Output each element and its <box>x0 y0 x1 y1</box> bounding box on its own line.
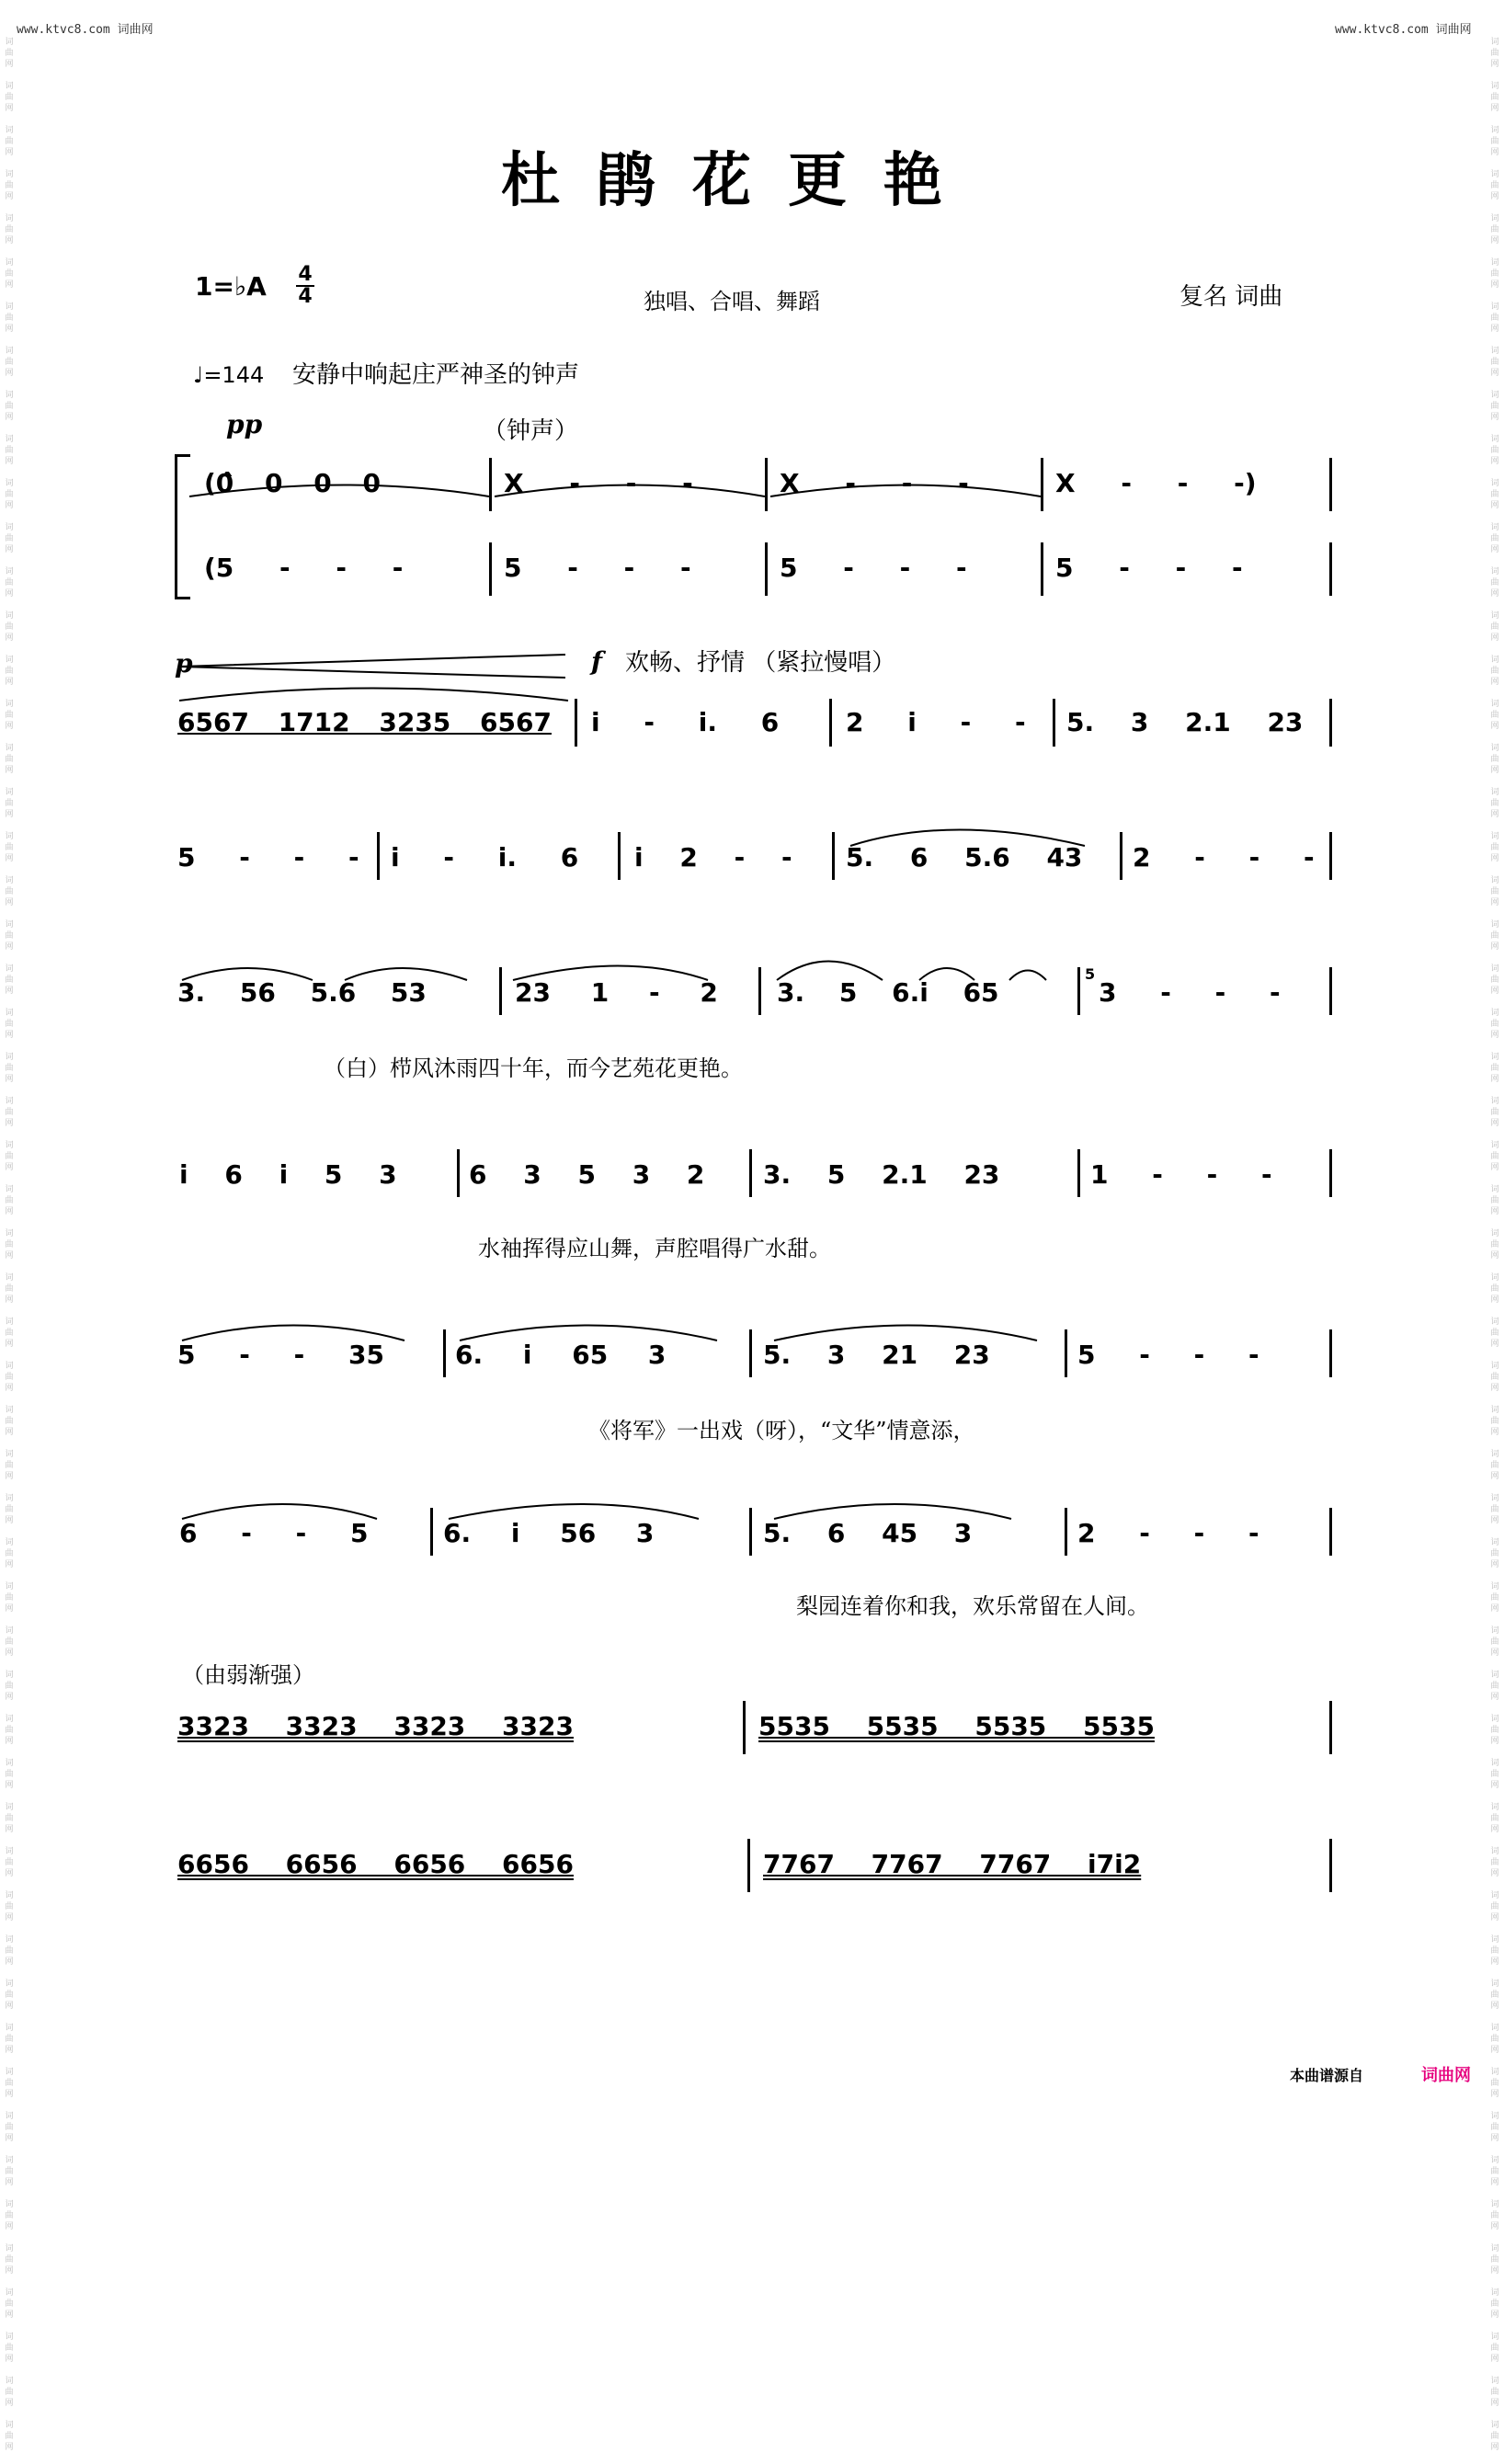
header-left-url: www.ktvc8.com 词曲网 <box>17 23 154 37</box>
row3-m1: 3. 56 5.6 53 <box>177 977 427 1008</box>
intro-bottom-m2: 5 - - - <box>504 553 691 583</box>
intro-top-m2: X - - - <box>504 468 693 498</box>
key-signature: 1=♭A <box>195 271 267 302</box>
row1-m2: i - i. 6 <box>591 707 780 737</box>
row4-m2: 6 3 5 3 2 <box>469 1159 705 1190</box>
dynamic-pp: pp <box>226 409 263 439</box>
intro-direction: 安静中响起庄严神圣的钟声 <box>292 361 580 389</box>
row1-m1: 6567 1712 3235 6567 <box>177 707 552 737</box>
time-signature: 4 4 <box>296 265 314 307</box>
right-watermark: 词 曲 网 词 曲 网 词 曲 网 词 曲 网 词 曲 网 词 曲 网 词 曲 网 词 曲 网 词 曲 网 词 曲 网 词 曲 网 词 曲 网 词 曲 网 词 曲 网 词 曲 网 词 曲 网 词 曲 网 词 曲 网 词 曲 网 词 曲 网 词 曲 网 词 曲 网 词 曲 网 词 曲 网 词 曲 网 词 曲 网 词 曲 网 词 曲 网 词 曲 网 词 曲 网 词 曲 网 词 曲 网 词 曲 网 词 曲 网 词 曲 网 词 曲 网 词 曲 网 词 曲 网 词 曲 网 词 曲 网 词 曲 网 词 曲 网 词 曲 网 词 曲 网 词 曲 网 词 曲 网 词 曲 网 词 曲 网 词 曲 网 词 曲 网 词 曲 网 词 曲 网 词 曲 网 词 曲 网 词 曲 网 <box>1490 38 1499 2452</box>
crescendo-hairpin <box>179 655 565 678</box>
row2-m3: i 2 - - <box>634 842 792 873</box>
tie-line <box>495 485 765 497</box>
spoken-line-2: 水袖挥得应山舞，声腔唱得广水甜。 <box>478 1236 831 1261</box>
intro-bottom-m3: 5 - - - <box>780 553 967 583</box>
slur-line <box>182 1504 377 1519</box>
row2-m5: 2 - - - <box>1133 842 1315 873</box>
row6-m3: 5. 6 45 3 <box>763 1518 973 1548</box>
slur-line <box>182 1326 404 1341</box>
expression-mark: 欢畅、抒情 （紧拉慢唱） <box>625 649 896 677</box>
header-right-url: www.ktvc8.com 词曲网 <box>1335 23 1472 37</box>
row5-m2: 6. i 65 3 <box>455 1340 667 1370</box>
row7-m2: 5535 5535 5535 5535 <box>758 1711 1155 1741</box>
intro-top-m1: (0̂ 0 0 0 <box>204 468 381 498</box>
row4-m1: i 6 i 5 3 <box>179 1159 397 1190</box>
row8-m2: 7767 7767 7767 i7i2 <box>763 1849 1142 1879</box>
row6-m1: 6 - - 5 <box>179 1518 369 1548</box>
left-watermark: 词 曲 网 词 曲 网 词 曲 网 词 曲 网 词 曲 网 词 曲 网 词 曲 网 词 曲 网 词 曲 网 词 曲 网 词 曲 网 词 曲 网 词 曲 网 词 曲 网 词 曲 网 词 曲 网 词 曲 网 词 曲 网 词 曲 网 词 曲 网 词 曲 网 词 曲 网 词 曲 网 词 曲 网 词 曲 网 词 曲 网 词 曲 网 词 曲 网 词 曲 网 词 曲 网 词 曲 网 词 曲 网 词 曲 网 词 曲 网 词 曲 网 词 曲 网 词 曲 网 词 曲 网 词 曲 网 词 曲 网 词 曲 网 词 曲 网 词 曲 网 词 曲 网 词 曲 网 词 曲 网 词 曲 网 词 曲 网 词 曲 网 词 曲 网 词 曲 网 词 曲 网 词 曲 网 词 曲 网 词 曲 网 <box>5 38 14 2452</box>
spoken-line-1: （白）栉风沐雨四十年，而今艺苑花更艳。 <box>324 1055 743 1081</box>
row8-m1: 6656 6656 6656 6656 <box>177 1849 574 1879</box>
slur-line <box>919 968 974 980</box>
slur-line <box>345 968 467 980</box>
row5-m1: 5 - - 35 <box>177 1340 384 1370</box>
author-credit: 复名 词曲 <box>1179 283 1283 311</box>
slur-line <box>460 1326 717 1341</box>
footer-source: 本曲谱源自 <box>1290 2067 1364 2084</box>
slur-line <box>777 962 883 981</box>
slur-line <box>1009 971 1046 981</box>
slur-line <box>182 968 313 980</box>
spoken-line-4: 梨园连着你和我，欢乐常留在人间。 <box>796 1593 1149 1619</box>
row2-m2: i - i. 6 <box>391 842 579 873</box>
row1-m4: 5. 3 2.1 23 <box>1066 707 1304 737</box>
footer-site-link[interactable]: 词曲网 <box>1421 2066 1471 2085</box>
spoken-line-3: 《将军》一出戏（呀），“文华”情意添， <box>588 1418 975 1443</box>
row6-m2: 6. i 56 3 <box>443 1518 655 1548</box>
row5-m3: 5. 3 21 23 <box>763 1340 990 1370</box>
intro-top-m3: X - - - <box>780 468 969 498</box>
row3-m4: 3 - - - <box>1099 977 1281 1008</box>
row2-m1: 5 - - - <box>177 842 359 873</box>
performance-type: 独唱、合唱、舞蹈 <box>644 289 820 314</box>
tie-line <box>770 485 1041 497</box>
row3-m2: 23 1 - 2 <box>515 977 718 1008</box>
intro-bottom-m4: 5 - - - <box>1055 553 1243 583</box>
grace-note: 5 <box>1085 965 1096 983</box>
row4-m3: 3. 5 2.1 23 <box>763 1159 1000 1190</box>
crescendo-label: （由弱渐强） <box>182 1662 314 1688</box>
tie-line <box>189 485 489 497</box>
slur-line <box>513 966 708 981</box>
row5-m4: 5 - - - <box>1077 1340 1259 1370</box>
slur-line <box>850 830 1085 847</box>
row6-m4: 2 - - - <box>1077 1518 1259 1548</box>
dynamic-f: f <box>591 646 603 677</box>
dynamic-p: p <box>175 648 193 679</box>
intro-bottom-m1: (5 - - - <box>204 553 404 583</box>
slur-line <box>179 689 568 702</box>
row2-m4: 5. 6 5.6 43 <box>846 842 1083 873</box>
slur-line <box>449 1504 699 1519</box>
row4-m4: 1 - - - <box>1090 1159 1272 1190</box>
slur-line <box>774 1326 1037 1341</box>
tempo-mark: ♩=144 <box>193 362 265 388</box>
intro-top-m4: X - - -) <box>1055 468 1257 498</box>
song-title: 杜鹃花更艳 <box>501 146 979 215</box>
row7-m1: 3323 3323 3323 3323 <box>177 1711 574 1741</box>
slur-line <box>774 1504 1011 1519</box>
row3-m3: 3. 5 6.i 65 <box>777 977 999 1008</box>
bell-label: （钟声） <box>483 417 579 445</box>
row1-m3: 2 i - - <box>846 707 1026 737</box>
